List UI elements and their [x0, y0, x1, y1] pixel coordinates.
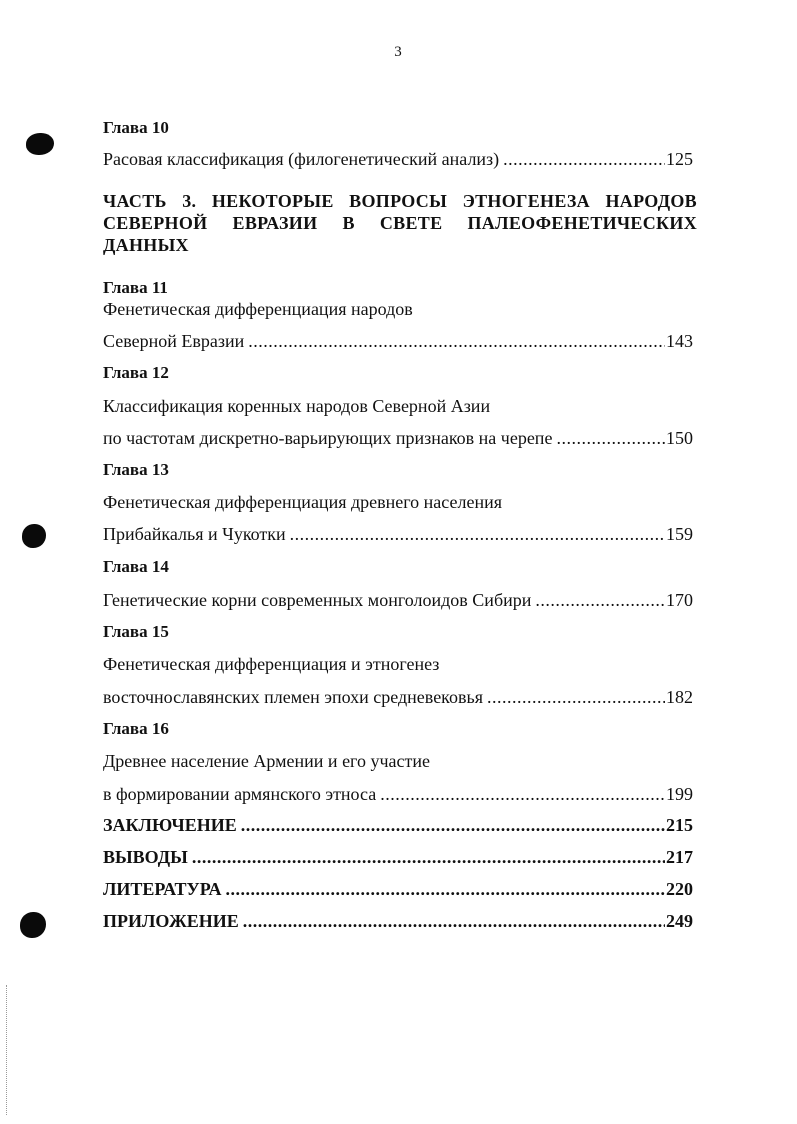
- toc-section-title: ЗАКЛЮЧЕНИЕ: [103, 815, 237, 835]
- scan-edge-line: [6, 985, 8, 1115]
- toc-entry-title: Классификация коренных народов Северной Азии: [103, 396, 491, 416]
- dot-leader: [248, 330, 665, 352]
- punch-hole-mark: [22, 524, 46, 548]
- toc-entry-page: 125: [666, 149, 693, 169]
- toc-section: [103, 814, 693, 836]
- toc-section-page: 215: [666, 815, 693, 835]
- toc-entry-title: Прибайкалья и Чукотки: [103, 524, 286, 544]
- toc-entry-title: Фенетическая дифференциация древнего населения: [103, 492, 503, 512]
- toc-entry-title: Расовая классификация (филогенетический анализ): [103, 149, 500, 169]
- toc-section: [103, 910, 693, 932]
- dot-leader: [241, 814, 665, 836]
- toc-entry-title: в формировании армянского этноса: [103, 784, 377, 804]
- toc-section-title: ПРИЛОЖЕНИЕ: [103, 911, 239, 931]
- toc-section-title: ВЫВОДЫ: [103, 847, 188, 867]
- toc-section: [103, 878, 693, 900]
- dot-leader: [225, 878, 665, 900]
- toc-section-title: ЛИТЕРАТУРА: [103, 879, 222, 899]
- toc-entry-page: 199: [666, 784, 693, 804]
- toc-entry-page: 182: [666, 687, 693, 707]
- page-number: 3: [394, 44, 402, 60]
- dot-leader: [535, 589, 665, 611]
- toc-section-page: 220: [666, 879, 693, 899]
- dot-leader: [503, 148, 665, 170]
- dot-leader: [192, 846, 665, 868]
- chapter-heading: Глава 14: [103, 557, 169, 576]
- toc-entry-title: Древнее население Армении и его участие: [103, 751, 431, 771]
- toc-entry-title: Фенетическая дифференциация народов: [103, 299, 413, 319]
- toc-entry-page: 159: [666, 524, 693, 544]
- dot-leader: [243, 910, 665, 932]
- dot-leader: [556, 427, 665, 449]
- toc-entry-page: 143: [666, 331, 693, 351]
- dot-leader: [290, 523, 665, 545]
- toc-entry: [103, 523, 693, 545]
- chapter-heading: Глава 12: [103, 363, 169, 382]
- punch-hole-mark: [20, 912, 46, 938]
- chapter-heading: Глава 16: [103, 719, 169, 738]
- toc-entry: [103, 783, 693, 805]
- toc-entry: [103, 686, 693, 708]
- toc-entry-page: 150: [666, 428, 693, 448]
- chapter-heading: Глава 13: [103, 460, 169, 479]
- toc-entry-title: Генетические корни современных монголоидов Сибири: [103, 590, 532, 610]
- toc-entry: [103, 427, 693, 449]
- toc-entry: [103, 589, 693, 611]
- toc-entry-title: восточнославянских племен эпохи средневековья: [103, 687, 483, 707]
- toc-entry-title: Фенетическая дифференциация и этногенез: [103, 654, 440, 674]
- toc-entry-title: по частотам дискретно-варьирующих признаков на черепе: [103, 428, 553, 448]
- toc-entry-page: 170: [666, 590, 693, 610]
- dot-leader: [487, 686, 665, 708]
- chapter-heading: Глава 15: [103, 622, 169, 641]
- part-heading: ЧАСТЬ 3. НЕКОТОРЫЕ ВОПРОСЫ ЭТНОГЕНЕЗА НАРОДОВ СЕВЕРНОЙ ЕВРАЗИИ В СВЕТЕ ПАЛЕОФЕНЕТИЧЕСКИХ ДАННЫХ: [103, 191, 697, 255]
- toc-entry-title: Северной Евразии: [103, 331, 245, 351]
- toc-section: [103, 846, 693, 868]
- toc-section-page: 249: [666, 911, 693, 931]
- toc-section-page: 217: [666, 847, 693, 867]
- chapter-heading: Глава 11: [103, 278, 168, 297]
- toc-entry: [103, 148, 693, 170]
- chapter-heading: Глава 10: [103, 118, 169, 137]
- dot-leader: [380, 783, 665, 805]
- punch-hole-mark: [26, 133, 54, 155]
- toc-entry: [103, 330, 693, 352]
